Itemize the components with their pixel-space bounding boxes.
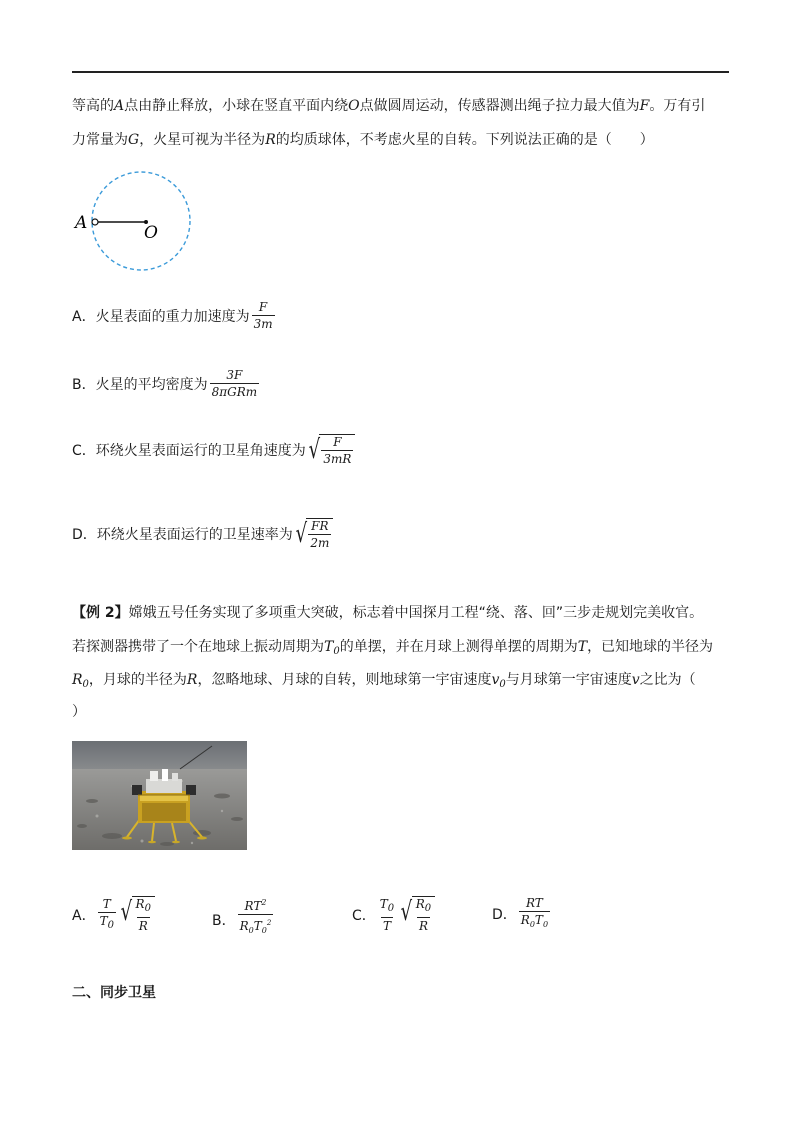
numerator: F: [258, 300, 268, 314]
var-T0: T: [324, 639, 334, 655]
option-letter: D．: [492, 907, 517, 923]
var-T: T: [577, 639, 588, 655]
fraction: [378, 897, 396, 933]
fraction: [321, 435, 353, 466]
label-A: A: [75, 213, 88, 233]
example-tag: 【例 2】: [72, 605, 129, 621]
sqrt: √ $\frac{FR}{2m}$: [293, 518, 334, 550]
q1-option-b[interactable]: [72, 368, 261, 399]
numerator: FR: [311, 519, 329, 533]
den-var: T: [99, 913, 108, 928]
denominator: [98, 912, 116, 933]
q2-option-b[interactable]: [212, 896, 275, 938]
den-var-2: T: [534, 913, 543, 927]
q2-option-c[interactable]: [352, 896, 435, 933]
text: ，火星可视为半径为: [139, 132, 266, 148]
text: 若探测器携带了一个在地球上振动周期为: [72, 639, 324, 655]
subscript: 0: [387, 902, 395, 914]
denominator: 3m: [253, 317, 273, 331]
subscript: 0: [499, 679, 506, 690]
num-var: RT: [244, 899, 262, 913]
den-var: R: [239, 919, 249, 933]
denominator: 2m: [310, 536, 330, 550]
var-G: G: [128, 132, 140, 148]
fraction: [308, 519, 331, 550]
text: ，已知地球的半径为: [587, 639, 714, 655]
subscript: 0: [424, 903, 432, 914]
numerator: [134, 897, 153, 917]
option-letter: B．: [72, 376, 96, 393]
numerator: 3F: [226, 368, 243, 382]
option-letter: C．: [72, 443, 96, 459]
option-text: 环绕火星表面运行的卫星速率为: [96, 527, 293, 543]
var-R: R: [265, 132, 276, 148]
superscript: 2: [266, 919, 272, 927]
numerator: [243, 896, 269, 914]
num-var: R: [415, 897, 425, 911]
numerator: [414, 897, 433, 917]
text: ，忽略地球、月球的自转，则地球第一宇宙速度: [197, 672, 492, 688]
label-O: O: [144, 223, 158, 243]
denominator: [519, 911, 550, 932]
subscript: 0: [82, 679, 89, 690]
text: 。万有引: [649, 98, 706, 114]
numerator: T: [102, 896, 111, 911]
text: ）: [72, 704, 86, 720]
superscript: 2: [261, 898, 267, 907]
subscript: 0: [261, 926, 267, 935]
var-R: R: [186, 672, 198, 688]
lunar-lander-photo: [72, 741, 247, 850]
option-letter: B．: [212, 913, 236, 929]
q2-line-4: [72, 702, 86, 722]
numerator: F: [333, 435, 342, 449]
den-var: R: [520, 913, 530, 927]
den-var-2: T: [253, 919, 262, 933]
text: 的单摆，并在月球上测得单摆的周期为: [339, 639, 578, 655]
text: 力常量为: [72, 132, 128, 148]
text: 之比为（: [639, 672, 696, 688]
sqrt: √ $\frac{R_0}{R}$: [398, 896, 435, 933]
fraction: [252, 300, 275, 331]
option-letter: A．: [72, 308, 96, 325]
section-heading: 二、同步卫星: [72, 985, 156, 1001]
num-var: T: [379, 896, 388, 911]
fraction: [414, 897, 433, 933]
num-var: R: [135, 897, 145, 911]
sqrt: √ $\frac{F}{3mR}$: [306, 434, 356, 466]
var-v: v: [631, 672, 640, 688]
option-letter: C．: [352, 908, 376, 924]
fraction: [210, 368, 260, 399]
q1-line-2: [72, 130, 654, 150]
text: ，月球的半径为: [88, 672, 187, 688]
fraction: [238, 896, 274, 938]
fraction: [519, 896, 550, 932]
circular-motion-diagram: [70, 168, 200, 276]
subscript: 0: [529, 920, 535, 929]
text: 等高的: [72, 98, 114, 114]
text: 点做圆周运动，传感器测出绳子拉力最大值为: [359, 98, 640, 114]
q1-line-1: [72, 96, 705, 116]
var-A: A: [114, 98, 125, 114]
var-v0: v: [491, 672, 500, 688]
text: 与月球第一宇宙速度: [505, 672, 632, 688]
subscript: 0: [107, 919, 114, 931]
option-letter: D．: [72, 527, 97, 543]
var-R0: R: [72, 672, 83, 688]
q2-line-1: [72, 603, 703, 623]
fraction: [134, 897, 153, 933]
q2-line-2: [72, 637, 713, 662]
option-letter: A．: [72, 908, 96, 924]
option-text: 火星的平均密度为: [95, 376, 208, 393]
denominator: [238, 914, 274, 938]
text: 嫦娥五号任务实现了多项重大突破，标志着中国探月工程“绕、落、回”三步走规划完美收官。: [128, 605, 704, 621]
q2-option-a[interactable]: [72, 896, 155, 933]
subscript: 0: [542, 920, 549, 929]
denominator: R: [418, 919, 428, 933]
var-F: F: [639, 98, 650, 114]
denominator: T: [382, 918, 391, 933]
subscript: 0: [248, 926, 254, 935]
text: 点由静止释放，小球在竖直平面内绕: [124, 98, 349, 114]
sqrt: √ $\frac{R_0}{R}$: [118, 896, 155, 933]
subscript: 0: [333, 646, 340, 657]
q1-option-a[interactable]: [72, 300, 277, 331]
numerator: RT: [525, 896, 543, 910]
ball: [92, 219, 98, 225]
text: 的均质球体，不考虑火星的自转。下列说法正确的是（ ）: [275, 132, 654, 148]
numerator: [378, 897, 396, 917]
denominator: 8πGRm: [211, 385, 258, 399]
var-O: O: [348, 98, 360, 114]
option-text: 火星表面的重力加速度为: [95, 308, 250, 325]
denominator: 3mR: [323, 452, 352, 466]
q1-option-c[interactable]: [72, 434, 355, 466]
fraction: [98, 897, 116, 933]
q2-option-d[interactable]: [492, 896, 552, 932]
header-rule: [72, 71, 729, 73]
option-text: 环绕火星表面运行的卫星角速度为: [95, 443, 306, 459]
subscript: 0: [144, 903, 151, 914]
q2-line-3: [72, 670, 696, 695]
q1-option-d[interactable]: [72, 518, 333, 550]
circle-path: [92, 172, 190, 270]
denominator: R: [138, 919, 148, 933]
